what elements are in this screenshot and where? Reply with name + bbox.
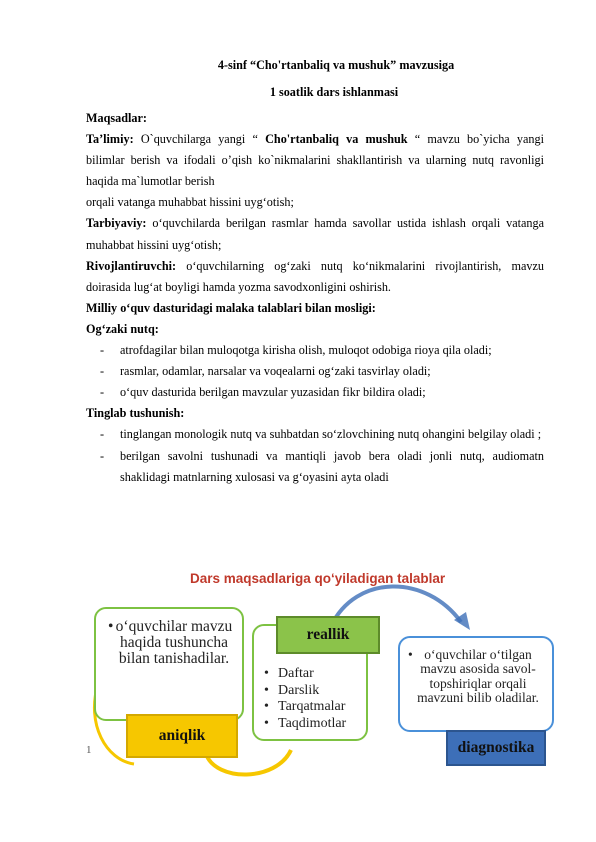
tarbiyaviy-text: o‘quvchilarda berilgan rasmlar hamda savollar ustida ishlash orqali vatanga muhabbat hissini uyg‘otish; [86,216,544,252]
card-aniqlik-text: o‘quvchilar mavzu haqida tushuncha bilan tanishadilar. [115,618,233,667]
rivojlantiruvchi-label: Rivojlantiruvchi: [86,258,177,273]
tarbiyaviy-label: Tarbiyaviy: [86,216,147,231]
tarbiyaviy-paragraph [86,213,544,255]
milliy-heading: Milliy o‘quv dasturidagi malaka talablari bilan mosligi: [86,300,376,315]
ogzaki-heading: Og‘zaki nutq: [86,321,159,336]
bullet-icon: • [408,647,413,662]
talimiy-text-a: O`quvchilarga yangi “ [133,132,266,147]
list-item: • Taqdimotlar [264,716,346,733]
page-number: 1 [86,744,92,756]
dash-marker: - [100,427,105,442]
diagram-title: Dars maqsadlariga qo‘yiladigan talablar [190,571,446,586]
dash-marker: - [100,448,105,463]
dash-marker: - [100,343,105,358]
tag-diagnostika: diagnostika [446,730,546,766]
maqsadlar-heading: Maqsadlar: [86,111,147,125]
dash-marker: - [100,364,105,379]
tag-reallik: reallik [276,616,380,654]
bullet-icon: • [108,618,114,635]
rivojlantiruvchi-text: o‘quvchilarning og‘zaki nutq ko‘nikmalarini rivojlantirish, mavzu doirasida lug‘at boyligi hamda yozma savodxonligini oshirish. [86,258,544,294]
list-item: - atrofdagilar bilan muloqotga kirisha olish, muloqot odobiga rioya qila oladi; [86,340,544,361]
list-item: - rasmlar, odamlar, narsalar va voqealarni og‘zaki tasvirlay oladi; [86,361,544,382]
document-body [86,108,544,488]
list-item: • Tarqatmalar [264,699,346,716]
requirements-diagram [86,564,556,782]
talimiy-label: Ta’limiy: [86,132,134,147]
list-item: • Daftar [264,666,346,683]
tag-aniqlik: aniqlik [126,714,238,758]
talimiy-text-b: “ mavzu bo`yicha yangi bilimlar berish va ifodali o’qish ko`nikmalarini shakllantirish va ularning nutq ravonligi haqida ma`lumotlar berish [86,132,544,189]
list-item: - tinglangan monologik nutq va suhbatdan so‘zlovchining nutq ohangini belgilay oladi ; [86,424,544,445]
list-item: • Darslik [264,683,346,700]
document-subtitle: 1 soatlik dars ishlanmasi [269,85,399,99]
card-diagnostika [398,636,554,732]
dash-marker: - [100,385,105,400]
tinglab-heading: Tinglab tushunish: [86,406,185,421]
rivojlantiruvchi-paragraph [86,256,544,298]
talimiy-line2: orqali vatanga muhabbat hissini uyg‘otish; [86,195,294,210]
list-item: - o‘quv dasturida berilgan mavzular yuzasidan fikr bildira oladi; [86,382,544,403]
resources-list [264,666,346,732]
list-item: - berilgan savolni tushunadi va mantiqli javob bera oladi jonli nutq, audiomatn shaklidagi matnlarning xulosasi va g‘oyasini ayta oladi [86,446,544,488]
talimiy-paragraph [86,129,544,192]
document-title: 4-sinf “Cho'rtanbaliq va mushuk” mavzusiga [217,58,455,72]
card-diagnostika-text: o‘quvchilar o‘tilgan mavzu asosida savol-topshiriqlar orqali mavzuni bilib oladilar. [417,647,539,706]
talimiy-topic: Cho'rtanbaliq va mushuk [265,132,408,147]
card-aniqlik [94,607,244,721]
